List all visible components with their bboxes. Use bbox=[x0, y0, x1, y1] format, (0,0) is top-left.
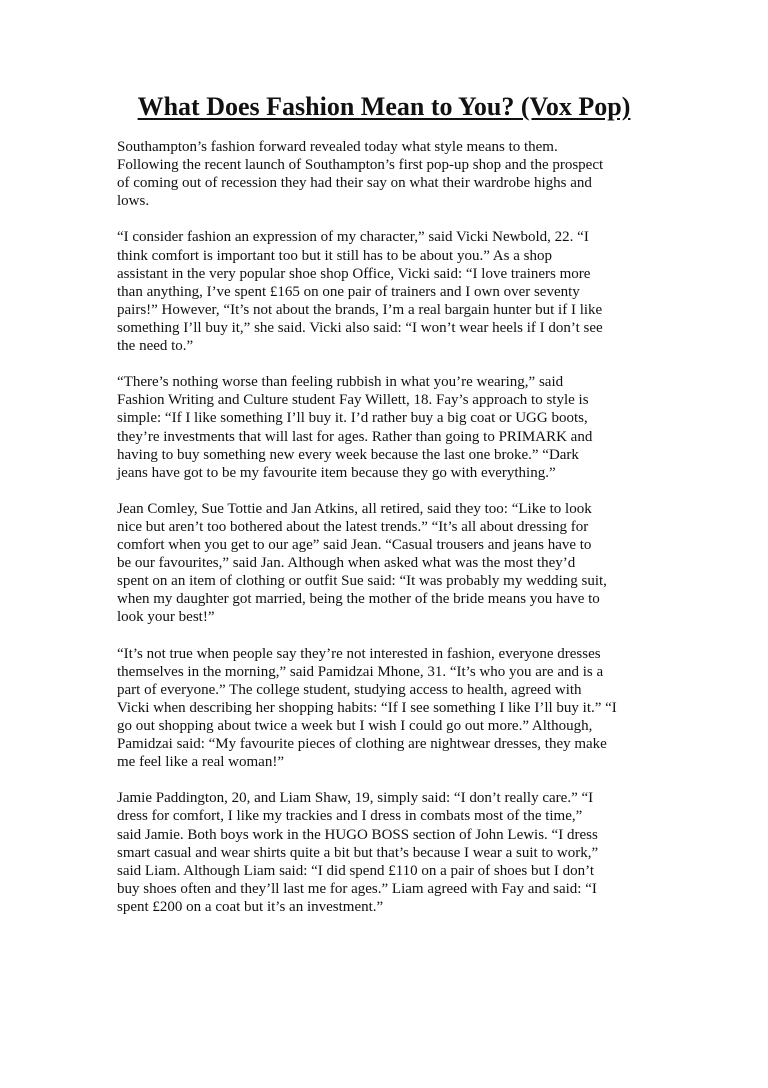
paragraph-line: nice but aren’t too bothered about the latest trends.” “It’s all about dressing for bbox=[117, 518, 589, 535]
paragraph-line: when my daughter got married, being the mother of the bride means you have to bbox=[117, 591, 600, 608]
paragraph-line: think comfort is important too but it still has to be about you.” As a shop bbox=[117, 247, 552, 264]
paragraph-line: “There’s nothing worse than feeling rubbish in what you’re wearing,” said bbox=[117, 374, 564, 391]
paragraph-line: Pamidzai said: “My favourite pieces of clothing are nightwear dresses, they make bbox=[117, 736, 607, 753]
paragraph-line: they’re investments that will last for ages. Rather than going to PRIMARK and bbox=[117, 428, 593, 445]
paragraph-line: look your best!” bbox=[117, 609, 215, 626]
paragraph-line: said Liam. Although Liam said: “I did spend £110 on a pair of shoes but I don’t bbox=[117, 862, 595, 879]
paragraph-line: having to buy something new every week because the last one broke.” “Dark bbox=[117, 446, 579, 463]
paragraph-line: of coming out of recession they had their say on what their wardrobe highs and bbox=[117, 175, 592, 192]
paragraph-line: simple: “If I like something I’ll buy it. I’d rather buy a big coat or UGG boots, bbox=[117, 410, 588, 427]
paragraph-line: “It’s not true when people say they’re not interested in fashion, everyone dresses bbox=[117, 645, 601, 662]
paragraph-line: themselves in the morning,” said Pamidzai Mhone, 31. “It’s who you are and is a bbox=[117, 663, 604, 680]
article-paragraph bbox=[117, 789, 657, 916]
paragraph-line: Vicki when describing her shopping habits: “If I see something I like I’ll buy it.” “I bbox=[117, 699, 617, 716]
paragraph-line: spent on an item of clothing or outfit Sue said: “It was probably my wedding suit, bbox=[117, 573, 607, 590]
article-paragraph bbox=[117, 373, 657, 482]
paragraph-line: spent £200 on a coat but it’s an investment.” bbox=[117, 898, 384, 915]
paragraph-line: Jean Comley, Sue Tottie and Jan Atkins, all retired, said they too: “Like to look bbox=[117, 500, 592, 517]
paragraph-line: buy shoes often and they’ll last me for ages.” Liam agreed with Fay and said: “I bbox=[117, 880, 597, 897]
paragraph-line: lows. bbox=[117, 193, 150, 210]
paragraph-line: Following the recent launch of Southampton’s first pop-up shop and the prospect bbox=[117, 157, 604, 174]
article-paragraph bbox=[117, 138, 657, 210]
paragraph-line: the need to.” bbox=[117, 338, 194, 355]
paragraph-line: comfort when you get to our age” said Jean. “Casual trousers and jeans have to bbox=[117, 537, 592, 554]
article-paragraph bbox=[117, 500, 657, 627]
paragraph-line: Fashion Writing and Culture student Fay Willett, 18. Fay’s approach to style is bbox=[117, 392, 589, 409]
paragraph-line: than anything, I’ve spent £165 on one pair of trainers and I own over seventy bbox=[117, 283, 580, 300]
paragraph-line: me feel like a real woman!” bbox=[117, 754, 284, 771]
paragraph-line: assistant in the very popular shoe shop Office, Vicki said: “I love trainers more bbox=[117, 265, 591, 282]
paragraph-line: dress for comfort, I like my trackies and I dress in combats most of the time,” bbox=[117, 808, 583, 825]
article-title: What Does Fashion Mean to You? (Vox Pop) bbox=[137, 92, 631, 121]
paragraph-line: be our favourites,” said Jan. Although when asked what was the most they’d bbox=[117, 555, 576, 572]
paragraph-line: “I consider fashion an expression of my character,” said Vicki Newbold, 22. “I bbox=[117, 229, 589, 246]
paragraph-line: Southampton’s fashion forward revealed today what style means to them. bbox=[117, 139, 558, 155]
paragraph-line: part of everyone.” The college student, studying access to health, agreed with bbox=[117, 681, 582, 698]
paragraph-line: go out shopping about twice a week but I wish I could go out more.” Although, bbox=[117, 718, 593, 734]
paragraph-line: pairs!” However, “It’s not about the brands, I’m a real bargain hunter but if I like bbox=[117, 301, 603, 318]
article-body bbox=[117, 138, 657, 934]
article-paragraph bbox=[117, 228, 657, 355]
paragraph-line: something I’ll buy it,” she said. Vicki also said: “I won’t wear heels if I don’t see bbox=[117, 319, 603, 336]
paragraph-line: Jamie Paddington, 20, and Liam Shaw, 19, simply said: “I don’t really care.” “I bbox=[117, 790, 594, 807]
article-paragraph bbox=[117, 645, 657, 772]
paragraph-line: jeans have got to be my favourite item because they go with everything.” bbox=[117, 464, 556, 481]
paragraph-line: said Jamie. Both boys work in the HUGO BOSS section of John Lewis. “I dress bbox=[117, 826, 598, 843]
paragraph-line: smart casual and wear shirts quite a bit but that’s because I wear a suit to work,” bbox=[117, 844, 599, 861]
